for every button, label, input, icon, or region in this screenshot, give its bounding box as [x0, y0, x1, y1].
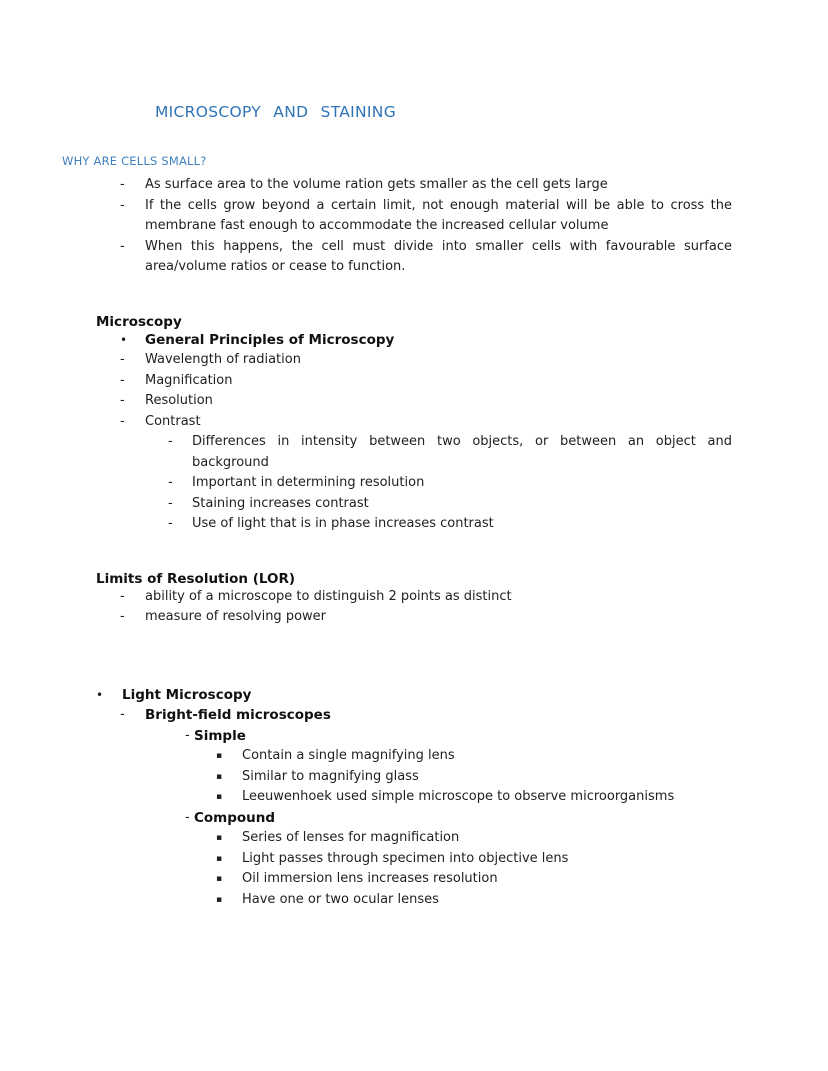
list-item [96, 685, 732, 706]
list-item-text: Oil immersion lens increases resolution [242, 871, 498, 886]
list-item-text: Important in determining resolution [192, 475, 425, 490]
list-item [216, 767, 732, 788]
bullet-marker: • [120, 332, 128, 347]
list-item [216, 890, 732, 911]
dash-marker: - [168, 516, 173, 531]
list-item [168, 494, 732, 515]
list-item [168, 473, 732, 494]
list-item [216, 849, 732, 870]
section-heading-light-microscopy: Light Microscopy [122, 686, 252, 703]
list-item [120, 371, 732, 392]
list-item-text: Contrast [145, 413, 201, 429]
list-item [185, 726, 732, 747]
list-item [120, 587, 732, 608]
dash-marker: - [120, 197, 125, 213]
list-item [185, 808, 732, 829]
bullet-marker: • [96, 687, 104, 702]
section-heading-limits-of-resolution: Limits of Resolution (LOR) [96, 570, 296, 587]
list-item-text: Use of light that is in phase increases contrast [192, 516, 494, 531]
square-marker: ▪ [216, 874, 223, 884]
list-item [120, 330, 732, 351]
list-item-text: Resolution [145, 393, 213, 408]
list-item-text: Series of lenses for magnification [242, 830, 460, 845]
list-item [120, 350, 732, 371]
dash-marker: - [120, 177, 125, 192]
square-marker: ▪ [216, 853, 223, 864]
dash-marker: - [120, 393, 125, 408]
list-item-text: Wavelength of radiation [145, 352, 301, 367]
list-item-text: ability of a microscope to distinguish 2 points as distinct [145, 588, 512, 604]
dash-marker: - [120, 372, 125, 388]
dash-marker: - [120, 238, 125, 254]
dash-marker: - [185, 727, 190, 743]
list-item [120, 391, 732, 412]
dash-marker: - [120, 588, 125, 604]
section-heading-why-cells-small: WHY ARE CELLS SMALL? [62, 154, 207, 168]
list-item-text: If the cells grow beyond a certain limit, not enough material will be able to cross the membrane fast enough to accommodate the increased cellular volume [145, 197, 732, 233]
square-marker: ▪ [216, 751, 223, 761]
list-item [120, 705, 732, 726]
dash-marker: - [120, 352, 125, 367]
square-marker: ▪ [216, 894, 223, 905]
list-item [120, 607, 732, 628]
list-item-text: Light passes through specimen into objective lens [242, 850, 569, 866]
list-item [216, 746, 732, 767]
dash-marker: - [120, 707, 125, 722]
list-item-text: When this happens, the cell must divide into smaller cells with favourable surface area/volume ratios or cease to function. [145, 238, 732, 274]
list-item-text: Staining increases contrast [192, 495, 369, 511]
square-marker: ▪ [216, 771, 223, 782]
square-marker: ▪ [216, 792, 223, 802]
dash-marker: - [168, 495, 173, 511]
list-item [216, 787, 732, 808]
list-item [216, 828, 732, 849]
list-item [168, 514, 732, 535]
list-item-text: Similar to magnifying glass [242, 768, 419, 784]
list-item-text: Contain a single magnifying lens [242, 748, 455, 763]
list-item-text: As surface area to the volume ration gets smaller as the cell gets large [145, 177, 608, 192]
subsection-heading-simple: Simple [194, 727, 246, 744]
dash-marker: - [120, 609, 125, 624]
list-item-text: measure of resolving power [145, 609, 326, 624]
list-item [120, 196, 732, 237]
list-item [120, 175, 732, 196]
list-item-text: Leeuwenhoek used simple microscope to observe microorganisms [242, 789, 675, 804]
document-title: MICROSCOPY AND STAINING [155, 103, 397, 121]
subsection-heading-compound: Compound [194, 809, 276, 826]
list-item-text: Differences in intensity between two objects, or between an object and background [192, 434, 732, 470]
square-marker: ▪ [216, 833, 223, 843]
dash-marker: - [168, 475, 173, 490]
list-item [168, 432, 732, 473]
list-item [120, 412, 732, 433]
dash-marker: - [185, 809, 190, 825]
list-item-text: Magnification [145, 372, 233, 388]
list-item [120, 237, 732, 278]
section-heading-microscopy: Microscopy [96, 313, 182, 330]
dash-marker: - [168, 434, 173, 449]
list-item-text: Have one or two ocular lenses [242, 891, 439, 907]
list-item-text: General Principles of Microscopy [145, 331, 395, 348]
list-item [216, 869, 732, 890]
subsection-heading-bright-field: Bright-field microscopes [145, 707, 331, 723]
dash-marker: - [120, 413, 125, 429]
